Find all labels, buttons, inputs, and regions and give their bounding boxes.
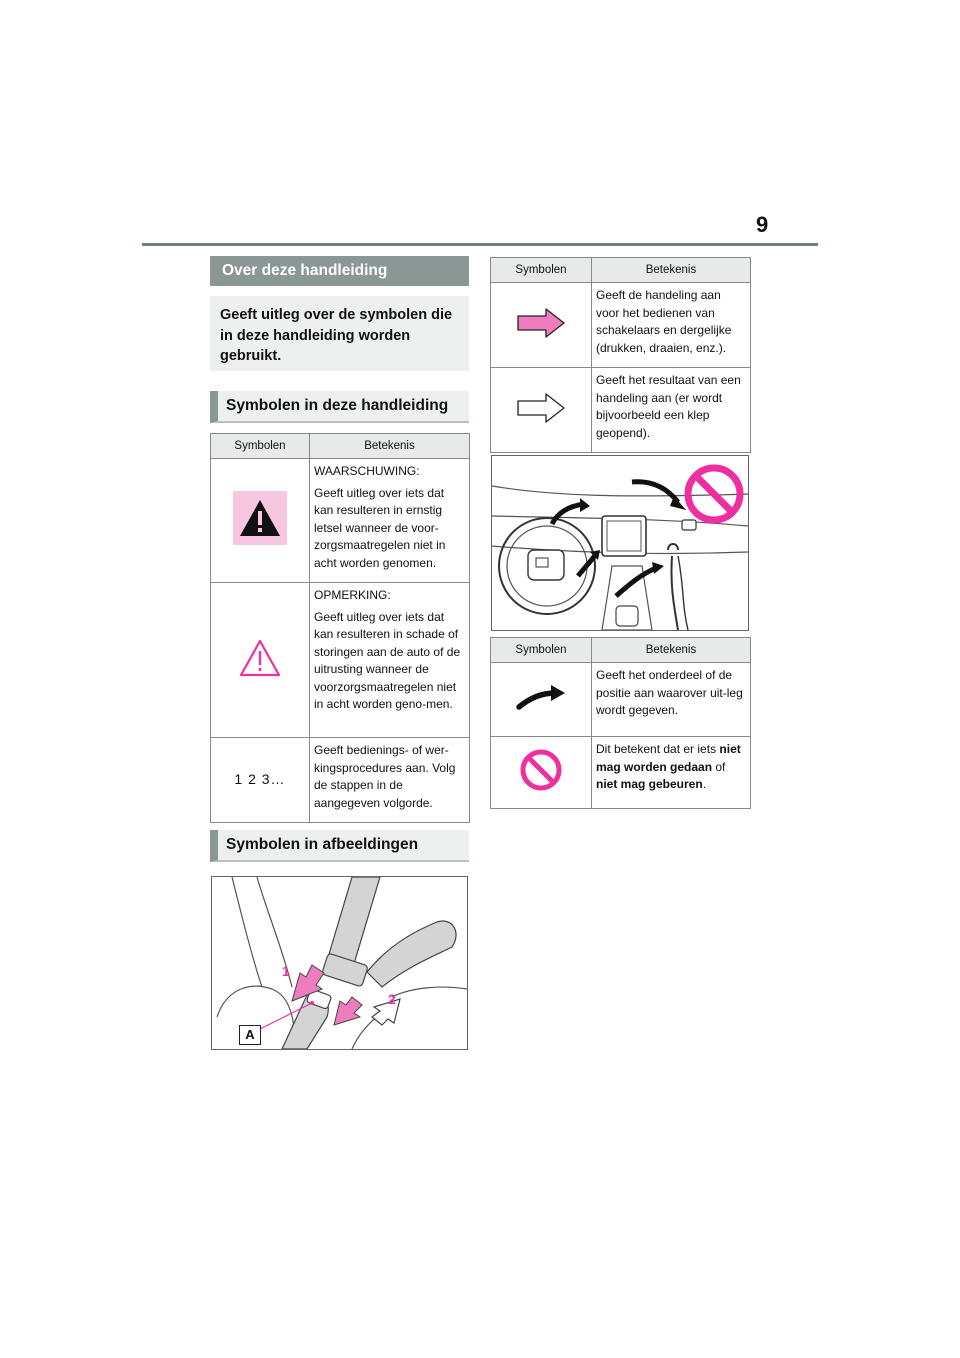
section-heading-symbols-images: Symbolen in afbeeldingen — [210, 830, 469, 862]
symbols-table-arrows — [490, 257, 751, 453]
table-row — [491, 368, 751, 453]
intro-text: Geeft uitleg over de symbolen die in deze handleiding worden gebruikt. — [210, 296, 469, 371]
curved-arrow-text: Geeft het onderdeel of de positie aan waarover uit-leg wordt gegeven. — [596, 668, 743, 717]
caution-text: Geeft uitleg over iets dat kan resulteren in schade of storingen aan de auto of de uitrusting wanneer de voorzorgsmaatregelen niet in acht worden geno-men. — [314, 609, 461, 711]
table-row — [211, 738, 470, 823]
pink-arrow-text: Geeft de handeling aan voor het bedienen van schakelaars en dergelijke (drukken, draaien, enz.). — [596, 288, 732, 355]
dashboard-drawing — [492, 456, 748, 630]
symbols-table-markers — [490, 637, 751, 809]
table-row — [211, 583, 470, 738]
seatbelt-drawing — [212, 877, 467, 1049]
column-header-symbol: Symbolen — [491, 638, 592, 663]
table-row — [211, 459, 470, 583]
symbols-manual-table — [210, 433, 470, 823]
table-row — [491, 737, 751, 809]
steps-text: Geeft bedienings- of wer-kingsprocedures aan. Volg de stappen in de aangegeven volgorde. — [314, 743, 456, 810]
prohibition-icon — [519, 748, 563, 792]
caution-label: OPMERKING: — [314, 588, 391, 602]
column-header-symbol: Symbolen — [491, 258, 592, 283]
table-header-row — [211, 434, 470, 459]
table-header-row — [491, 638, 751, 663]
column-header-symbol: Symbolen — [211, 434, 310, 459]
dashboard-illustration — [491, 455, 749, 631]
outline-arrow-text: Geeft het resultaat van een handeling aan (er wordt bijvoorbeeld een klep geopend). — [596, 373, 741, 440]
table-row — [491, 663, 751, 737]
top-rule — [142, 243, 818, 246]
step-2-label: 2 — [388, 991, 396, 1007]
step-numbers-icon: 1 2 3… — [234, 771, 286, 787]
outline-arrow-icon — [516, 392, 566, 424]
seatbelt-illustration — [211, 876, 468, 1050]
warning-text: Geeft uitleg over iets dat kan resulteren in ernstig letsel wanneer de voor-zorgsmaatregelen niet in acht worden genomen. — [314, 485, 446, 570]
pink-arrow-icon — [516, 307, 566, 339]
column-header-meaning: Betekenis — [592, 638, 751, 663]
column-header-meaning: Betekenis — [592, 258, 751, 283]
table-header-row — [491, 258, 751, 283]
section-heading-symbols-manual: Symbolen in deze handleiding — [210, 391, 469, 423]
warning-label: WAARSCHUWING: — [314, 464, 420, 478]
column-header-meaning: Betekenis — [310, 434, 470, 459]
step-1-label: 1 — [282, 963, 290, 979]
section-title: Over deze handleiding — [210, 256, 469, 286]
page-number: 9 — [756, 212, 769, 237]
caution-triangle-outline-icon — [238, 638, 282, 678]
table-row — [491, 283, 751, 368]
prohibition-text: Dit betekent dat er iets niet mag worden gedaan of niet mag gebeuren. — [596, 742, 741, 791]
warning-triangle-filled-icon — [233, 491, 287, 545]
curved-arrow-icon — [515, 681, 567, 713]
callout-a-label: A — [239, 1025, 261, 1045]
